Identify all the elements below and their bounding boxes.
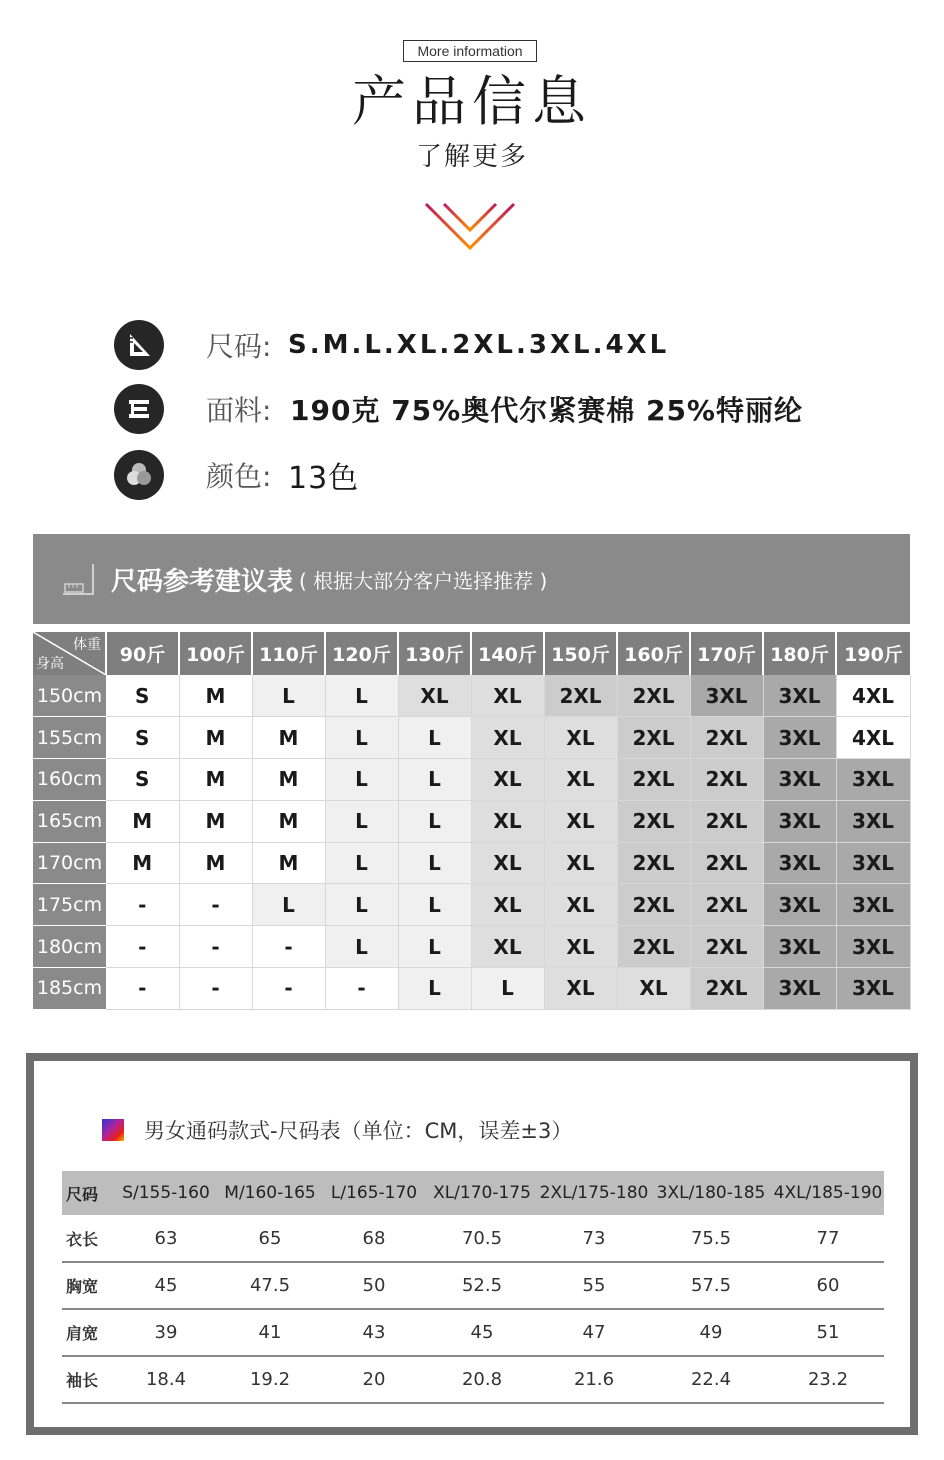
table-row <box>33 800 910 842</box>
size-cell: 2XL <box>690 926 763 968</box>
measurement-value: 47.5 <box>218 1262 322 1309</box>
info-value-color: 13色 <box>288 461 360 496</box>
size-column-header: 2XL/175-180 <box>538 1171 650 1215</box>
size-cell: L <box>325 884 398 926</box>
size-cell: L <box>325 800 398 842</box>
size-cell: XL <box>398 675 471 717</box>
measurement-label: 胸宽 <box>62 1262 114 1309</box>
size-cell: L <box>252 884 325 926</box>
size-cell: 3XL <box>763 884 836 926</box>
size-cell: - <box>325 968 398 1010</box>
weight-header: 140斤 <box>471 632 544 675</box>
more-information-tag: More information <box>403 40 537 62</box>
size-column-header: L/165-170 <box>322 1171 426 1215</box>
table-row <box>33 926 910 968</box>
size-cell: XL <box>544 884 617 926</box>
color-circles-icon <box>114 450 164 500</box>
measurement-label: 袖长 <box>62 1356 114 1403</box>
size-cell: 2XL <box>617 926 690 968</box>
size-cell: 3XL <box>836 968 910 1010</box>
size-cell: - <box>179 884 252 926</box>
gradient-square-icon <box>102 1119 124 1141</box>
size-cell: L <box>398 759 471 801</box>
size-cell: M <box>252 759 325 801</box>
size-cell: L <box>252 675 325 717</box>
size-cell: 3XL <box>763 675 836 717</box>
size-cell: 2XL <box>617 759 690 801</box>
size-cell: 3XL <box>763 842 836 884</box>
measurement-value: 57.5 <box>650 1262 772 1309</box>
size-cell: 2XL <box>617 675 690 717</box>
measurement-value: 60 <box>772 1262 884 1309</box>
corner-height-label: 身高 <box>36 656 64 672</box>
size-cell: M <box>179 675 252 717</box>
size-cell: - <box>106 884 179 926</box>
size-cell: 3XL <box>836 759 910 801</box>
size-cell: M <box>179 842 252 884</box>
measurement-value: 70.5 <box>426 1215 538 1262</box>
size-column-header: XL/170-175 <box>426 1171 538 1215</box>
size-cell: 3XL <box>763 800 836 842</box>
corner-weight-label: 体重 <box>73 637 101 653</box>
size-cell: XL <box>544 968 617 1010</box>
size-column-header: 4XL/185-190 <box>772 1171 884 1215</box>
size-cell: 2XL <box>690 842 763 884</box>
size-cell: 3XL <box>763 717 836 759</box>
size-cell: S <box>106 759 179 801</box>
size-cell: L <box>398 842 471 884</box>
height-label: 155cm <box>33 717 106 759</box>
size-cell: 2XL <box>617 800 690 842</box>
table-row <box>33 717 910 759</box>
size-cell: XL <box>544 717 617 759</box>
size-cell: 3XL <box>836 800 910 842</box>
size-cell: M <box>252 842 325 884</box>
weight-header: 130斤 <box>398 632 471 675</box>
size-cell: XL <box>471 800 544 842</box>
weight-header: 120斤 <box>325 632 398 675</box>
size-cell: 2XL <box>690 717 763 759</box>
measurement-value: 21.6 <box>538 1356 650 1403</box>
info-label-size: 尺码: <box>206 330 272 363</box>
weight-header: 160斤 <box>617 632 690 675</box>
height-label: 175cm <box>33 884 106 926</box>
size-cell: XL <box>471 675 544 717</box>
weight-header: 150斤 <box>544 632 617 675</box>
table-row <box>33 675 910 717</box>
recommend-title: 尺码参考建议表 <box>111 566 294 597</box>
size-cell: S <box>106 675 179 717</box>
size-cell: - <box>106 926 179 968</box>
height-label: 170cm <box>33 842 106 884</box>
size-cell: M <box>106 842 179 884</box>
size-cell: 2XL <box>544 675 617 717</box>
info-label-color: 颜色: <box>206 460 272 493</box>
measurement-value: 23.2 <box>772 1356 884 1403</box>
table-row <box>62 1309 884 1356</box>
height-label: 150cm <box>33 675 106 717</box>
size-cell: 2XL <box>617 884 690 926</box>
size-cell: M <box>179 800 252 842</box>
size-cell: XL <box>544 842 617 884</box>
measurement-table <box>62 1171 884 1404</box>
table-row <box>33 968 910 1010</box>
table-row <box>62 1356 884 1403</box>
size-cell: 3XL <box>763 759 836 801</box>
size-cell: 2XL <box>690 884 763 926</box>
measurement-value: 20 <box>322 1356 426 1403</box>
size-cell: S <box>106 717 179 759</box>
measurement-value: 73 <box>538 1215 650 1262</box>
info-label-fabric: 面料: <box>206 394 272 427</box>
weight-header: 110斤 <box>252 632 325 675</box>
measurement-header-row <box>62 1171 884 1215</box>
table-row <box>33 884 910 926</box>
size-cell: L <box>398 884 471 926</box>
height-label: 180cm <box>33 926 106 968</box>
size-cell: 2XL <box>617 717 690 759</box>
size-cell: - <box>106 968 179 1010</box>
size-column-header: 3XL/180-185 <box>650 1171 772 1215</box>
weight-header: 180斤 <box>763 632 836 675</box>
measurement-value: 19.2 <box>218 1356 322 1403</box>
size-cell: - <box>252 926 325 968</box>
size-cell: XL <box>471 884 544 926</box>
size-cell: L <box>471 968 544 1010</box>
size-cell: - <box>179 968 252 1010</box>
size-cell: XL <box>471 926 544 968</box>
measurement-value: 51 <box>772 1309 884 1356</box>
size-cell: L <box>398 926 471 968</box>
size-cell: L <box>398 717 471 759</box>
measurement-card <box>26 1053 918 1435</box>
weight-header: 190斤 <box>836 632 910 675</box>
height-label: 160cm <box>33 759 106 801</box>
measurement-value: 45 <box>426 1309 538 1356</box>
size-cell: 3XL <box>836 842 910 884</box>
measurement-label: 肩宽 <box>62 1309 114 1356</box>
measurement-value: 77 <box>772 1215 884 1262</box>
size-cell: L <box>325 842 398 884</box>
size-cell: L <box>398 968 471 1010</box>
size-cell: XL <box>471 717 544 759</box>
size-cell: XL <box>471 759 544 801</box>
size-cell: XL <box>544 759 617 801</box>
measurement-title: 男女通码款式-尺码表（单位：CM，误差±3） <box>144 1119 573 1143</box>
size-cell: XL <box>544 926 617 968</box>
measurement-value: 22.4 <box>650 1356 772 1403</box>
size-cell: M <box>252 717 325 759</box>
page-subtitle: 了解更多 <box>415 142 528 172</box>
info-row-color <box>114 450 360 500</box>
size-cell: XL <box>544 800 617 842</box>
size-cell: 3XL <box>690 675 763 717</box>
measurement-value: 41 <box>218 1309 322 1356</box>
size-cell: L <box>325 717 398 759</box>
size-cell: M <box>252 800 325 842</box>
size-cell: 4XL <box>836 675 910 717</box>
size-cell: - <box>179 926 252 968</box>
measurement-label: 衣长 <box>62 1215 114 1262</box>
height-label: 165cm <box>33 800 106 842</box>
info-value-fabric: 190克 75%奥代尔紧赛棉 25%特丽纶 <box>290 394 803 427</box>
size-cell: XL <box>471 842 544 884</box>
measurement-value: 45 <box>114 1262 218 1309</box>
corner-cell <box>33 632 106 675</box>
height-label: 185cm <box>33 968 106 1010</box>
size-cell: 2XL <box>690 800 763 842</box>
size-cell: 3XL <box>836 884 910 926</box>
measurement-value: 68 <box>322 1215 426 1262</box>
size-cell: 2XL <box>617 842 690 884</box>
size-cell: XL <box>617 968 690 1010</box>
ruler-triangle-icon <box>114 320 164 370</box>
size-cell: 3XL <box>763 926 836 968</box>
size-cell: 3XL <box>763 968 836 1010</box>
ruler-icon <box>61 562 95 596</box>
size-cell: 2XL <box>690 968 763 1010</box>
measurement-value: 18.4 <box>114 1356 218 1403</box>
measurement-value: 50 <box>322 1262 426 1309</box>
table-row <box>33 759 910 801</box>
measurement-value: 39 <box>114 1309 218 1356</box>
size-cell: L <box>325 675 398 717</box>
measurement-value: 63 <box>114 1215 218 1262</box>
recommend-note: ( 根据大部分客户选择推荐 ) <box>299 568 548 593</box>
measurement-value: 43 <box>322 1309 426 1356</box>
fabric-layers-icon <box>114 384 164 434</box>
size-cell: L <box>398 800 471 842</box>
weight-header: 90斤 <box>106 632 179 675</box>
recommend-header <box>33 534 910 624</box>
table-row <box>62 1215 884 1262</box>
info-row-size <box>114 320 670 370</box>
size-cell: 4XL <box>836 717 910 759</box>
measurement-value: 52.5 <box>426 1262 538 1309</box>
measurement-value: 75.5 <box>650 1215 772 1262</box>
info-row-fabric <box>114 384 803 434</box>
table-row <box>62 1262 884 1309</box>
info-value-size: S.M.L.XL.2XL.3XL.4XL <box>288 330 670 360</box>
measurement-header-label: 尺码 <box>62 1171 114 1215</box>
weight-header: 170斤 <box>690 632 763 675</box>
measurement-value: 20.8 <box>426 1356 538 1403</box>
size-cell: - <box>252 968 325 1010</box>
weight-header: 100斤 <box>179 632 252 675</box>
size-column-header: M/160-165 <box>218 1171 322 1215</box>
size-cell: M <box>179 717 252 759</box>
measurement-value: 47 <box>538 1309 650 1356</box>
chevron-down-icon <box>424 200 516 252</box>
size-cell: M <box>106 800 179 842</box>
measurement-value: 55 <box>538 1262 650 1309</box>
size-cell: 2XL <box>690 759 763 801</box>
table-row <box>33 842 910 884</box>
measurement-value: 49 <box>650 1309 772 1356</box>
size-cell: L <box>325 759 398 801</box>
size-cell: L <box>325 926 398 968</box>
size-cell: M <box>179 759 252 801</box>
measurement-value: 65 <box>218 1215 322 1262</box>
page-title: 产品信息 <box>352 70 592 133</box>
size-column-header: S/155-160 <box>114 1171 218 1215</box>
size-cell: 3XL <box>836 926 910 968</box>
weight-header-row <box>33 632 910 675</box>
size-recommend-table <box>33 632 911 1010</box>
